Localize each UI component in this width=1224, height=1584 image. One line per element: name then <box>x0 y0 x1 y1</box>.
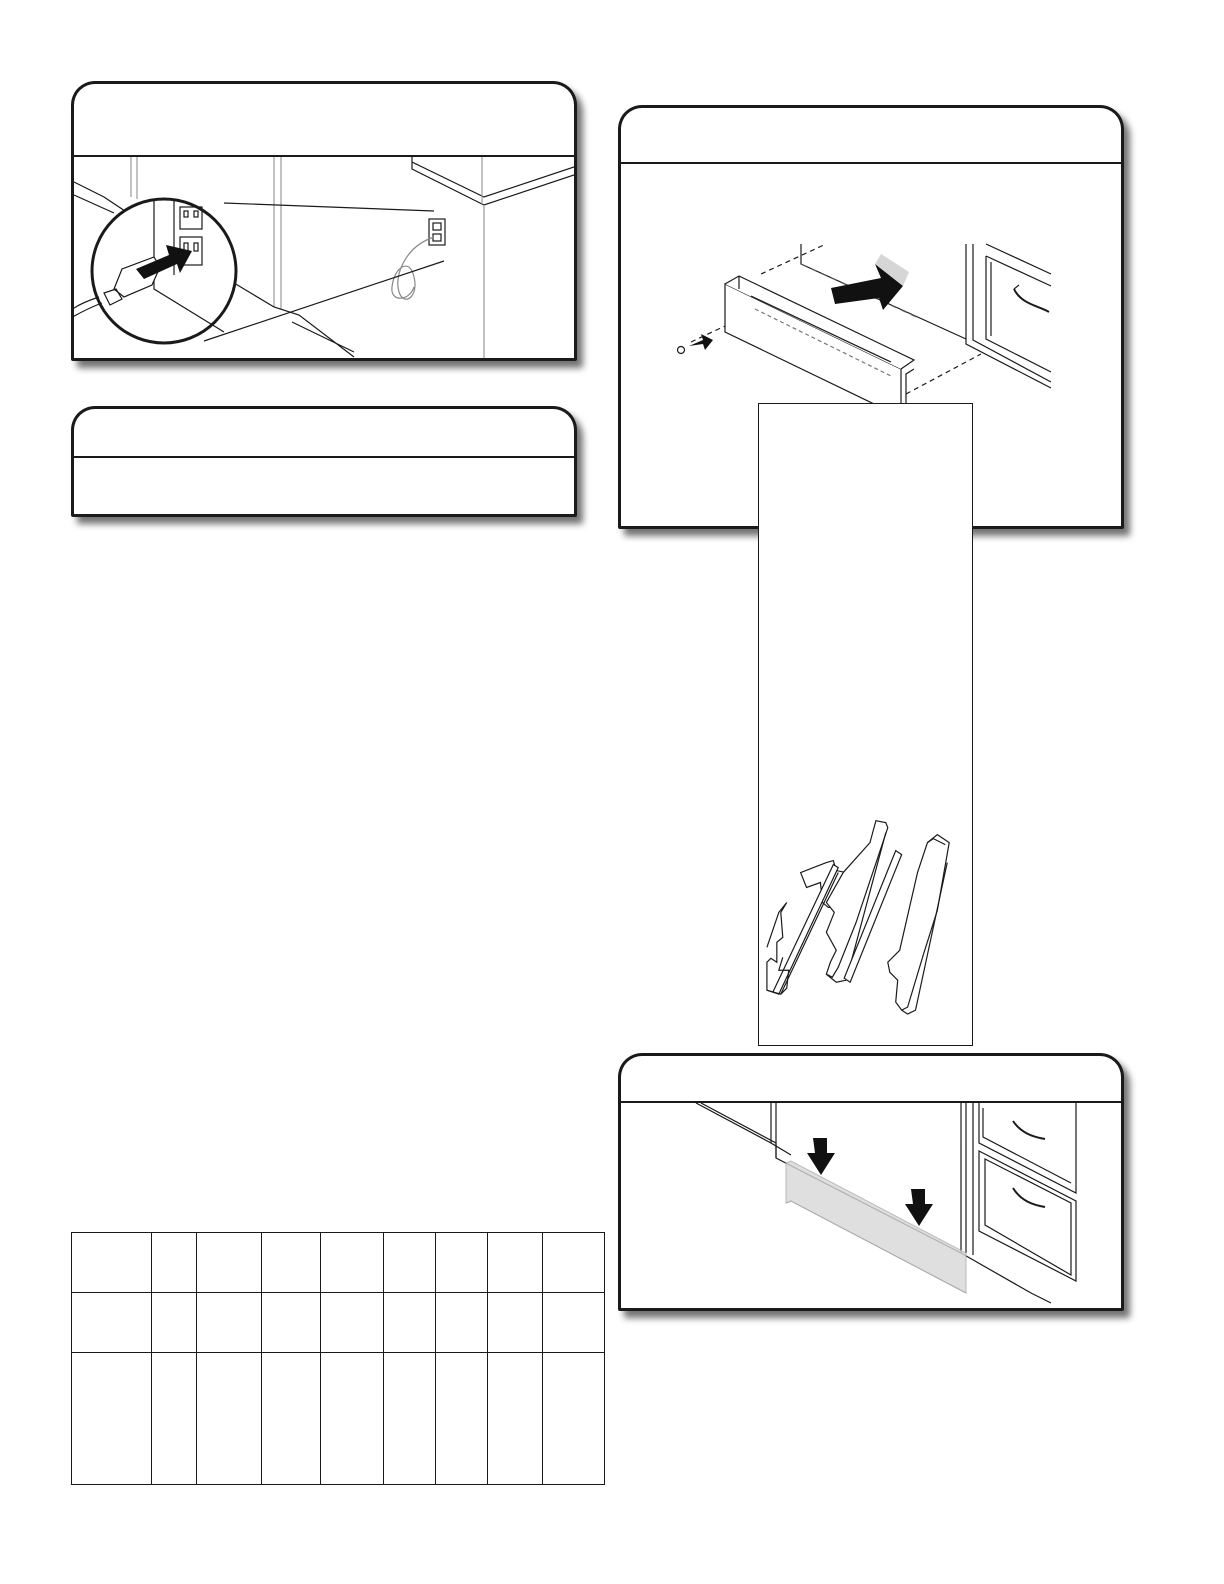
table-header-cell <box>197 1233 262 1293</box>
table-header-cell <box>543 1233 605 1293</box>
table-header-cell <box>321 1233 384 1293</box>
toe-kick-panel-title <box>621 1056 1121 1103</box>
table-cell <box>72 1293 152 1353</box>
table-header-cell <box>72 1233 152 1293</box>
table-cell <box>436 1353 488 1485</box>
outlet-panel-title <box>74 84 574 157</box>
table-cell <box>197 1353 262 1485</box>
table-header-cell <box>488 1233 543 1293</box>
table-header-cell <box>262 1233 321 1293</box>
toe-kick-illustration <box>621 1103 1121 1308</box>
table-cell <box>152 1353 197 1485</box>
step-box-panel <box>71 406 577 517</box>
outlet-figure-panel <box>71 81 577 361</box>
table-row <box>72 1353 605 1485</box>
table-cell <box>197 1293 262 1353</box>
table-cell <box>262 1293 321 1353</box>
spec-table <box>71 1232 605 1485</box>
table-header-cell <box>384 1233 436 1293</box>
table-cell <box>152 1293 197 1353</box>
table-header-cell <box>152 1233 197 1293</box>
table-cell <box>384 1353 436 1485</box>
table-cell <box>72 1353 152 1485</box>
table-cell <box>488 1353 543 1485</box>
table-cell <box>488 1293 543 1353</box>
table-header-row <box>72 1233 605 1293</box>
table-cell <box>262 1353 321 1485</box>
table-cell <box>543 1353 605 1485</box>
table-cell <box>543 1293 605 1353</box>
table-cell <box>436 1293 488 1353</box>
kick-plate-panel-title <box>621 108 1121 164</box>
toe-kick-lower-panel <box>618 1053 1124 1311</box>
parts-figure-box <box>758 403 973 1046</box>
table-cell <box>384 1293 436 1353</box>
outlet-illustration <box>74 157 574 358</box>
table-row <box>72 1293 605 1353</box>
table-cell <box>321 1353 384 1485</box>
step-box-title <box>74 409 574 458</box>
table-cell <box>321 1293 384 1353</box>
table-header-cell <box>436 1233 488 1293</box>
